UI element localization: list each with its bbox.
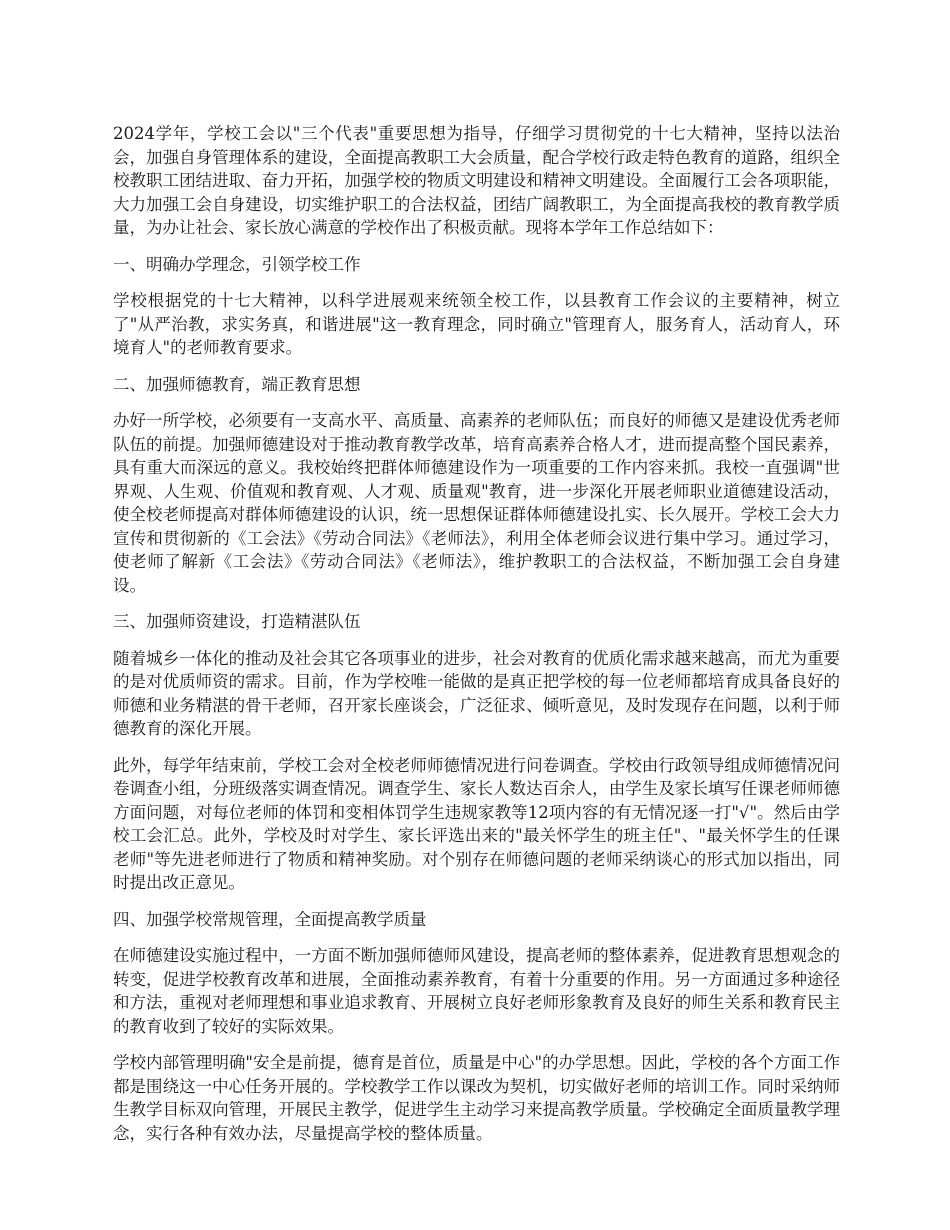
section-4-paragraph-1: 在师德建设实施过程中，一方面不断加强师德师风建设，提高老师的整体素养，促进教育思想观念的转变，促进学校教育改革和进展，全面推动素养教育，有着十分重要的作用。另一方面通过多种途径和方法，重视对老师理想和事业追求教育、开展树立良好老师形象教育及良好的师生关系和教育民主的教育收到了较好的实际效果。 bbox=[113, 946, 840, 1036]
section-4-heading: 四、加强学校常规管理，全面提高教学质量 bbox=[113, 909, 427, 929]
section-3-paragraph-2: 此外，每学年结束前，学校工会对全校老师师德情况进行问卷调查。学校由行政领导组成师德情况问卷调查小组，分班级落实调查情况。调查学生、家长人数达百余人，由学生及家长填写任课老师师德方面问题，对每位老师的体罚和变相体罚学生违规家教等12项内容的有无情况逐一打"√"。然后由学校工会汇总。此外，学校及时对学生、家长评选出来的"最关怀学生的班主任"、"最关怀学生的任课老师"等先进老师进行了物质和精神奖励。对个别存在师德问题的老师采纳谈心的形式加以指出，同时提出改正意见。 bbox=[113, 755, 840, 892]
section-1-paragraph: 学校根据党的十七大精神，以科学进展观来统领全校工作，以县教育工作会议的主要精神，树立了"从严治教，求实务真，和谐进展"这一教育理念，同时确立"管理育人，服务育人，活动育人，环境育人"的老师教育要求。 bbox=[113, 291, 840, 357]
section-4-paragraph-2: 学校内部管理明确"安全是前提，德育是首位，质量是中心"的办学思想。因此，学校的各个方面工作都是围绕这一中心任务开展的。学校教学工作以课改为契机，切实做好老师的培训工作。同时采纳师生教学目标双向管理，开展民主教学，促进学生主动学习来提高教学质量。学校确定全面质量教学理念，实行各种有效办法，尽量提高学校的整体质量。 bbox=[113, 1053, 840, 1143]
section-2-paragraph: 办好一所学校，必须要有一支高水平、高质量、高素养的老师队伍；而良好的师德又是建设优秀老师队伍的前提。加强师德建设对于推动教育教学改革，培育高素养合格人才，进而提高整个国民素养，具有重大而深远的意义。我校始终把群体师德建设作为一项重要的工作内容来抓。我校一直强调"世界观、人生观、价值观和教育观、人才观、质量观"教育，进一步深化开展老师职业道德建设活动，使全校老师提高对群体师德建设的认识，统一思想保证群体师德建设扎实、长久展开。学校工会大力宣传和贯彻新的《工会法》《劳动合同法》《老师法》，利用全体老师会议进行集中学习。通过学习，使老师了解新《工会法》《劳动合同法》《老师法》，维护教职工的合法权益，不断加强工会自身建设。 bbox=[113, 411, 840, 595]
section-3-heading: 三、加强师资建设，打造精湛队伍 bbox=[113, 612, 361, 631]
document-body bbox=[113, 122, 840, 1158]
intro-paragraph: 2024学年，学校工会以"三个代表"重要思想为指导，仔细学习贯彻党的十七大精神，坚持以法治会，加强自身管理体系的建设，全面提高教职工大会质量，配合学校行政走特色教育的道路，组织全校教职工团结进取、奋力开拓，加强学校的物质文明建设和精神文明建设。全面履行工会各项职能，大力加强工会自身建设，切实维护职工的合法权益，团结广阔教职工，为全面提高我校的教育教学质量，为办让社会、家长放心满意的学校作出了积极贡献。现将本学年工作总结如下： bbox=[113, 124, 840, 237]
section-3-paragraph-1: 随着城乡一体化的推动及社会其它各项事业的进步，社会对教育的优质化需求越来越高，而尤为重要的是对优质师资的需求。目前，作为学校唯一能做的是真正把学校的每一位老师都培育成具备良好的师德和业务精湛的骨干老师，召开家长座谈会，广泛征求、倾听意见，及时发现存在问题，以利于师德教育的深化开展。 bbox=[113, 648, 840, 738]
section-2-heading: 二、加强师德教育，端正教育思想 bbox=[113, 374, 361, 394]
section-1-heading: 一、明确办学理念，引领学校工作 bbox=[113, 254, 361, 274]
